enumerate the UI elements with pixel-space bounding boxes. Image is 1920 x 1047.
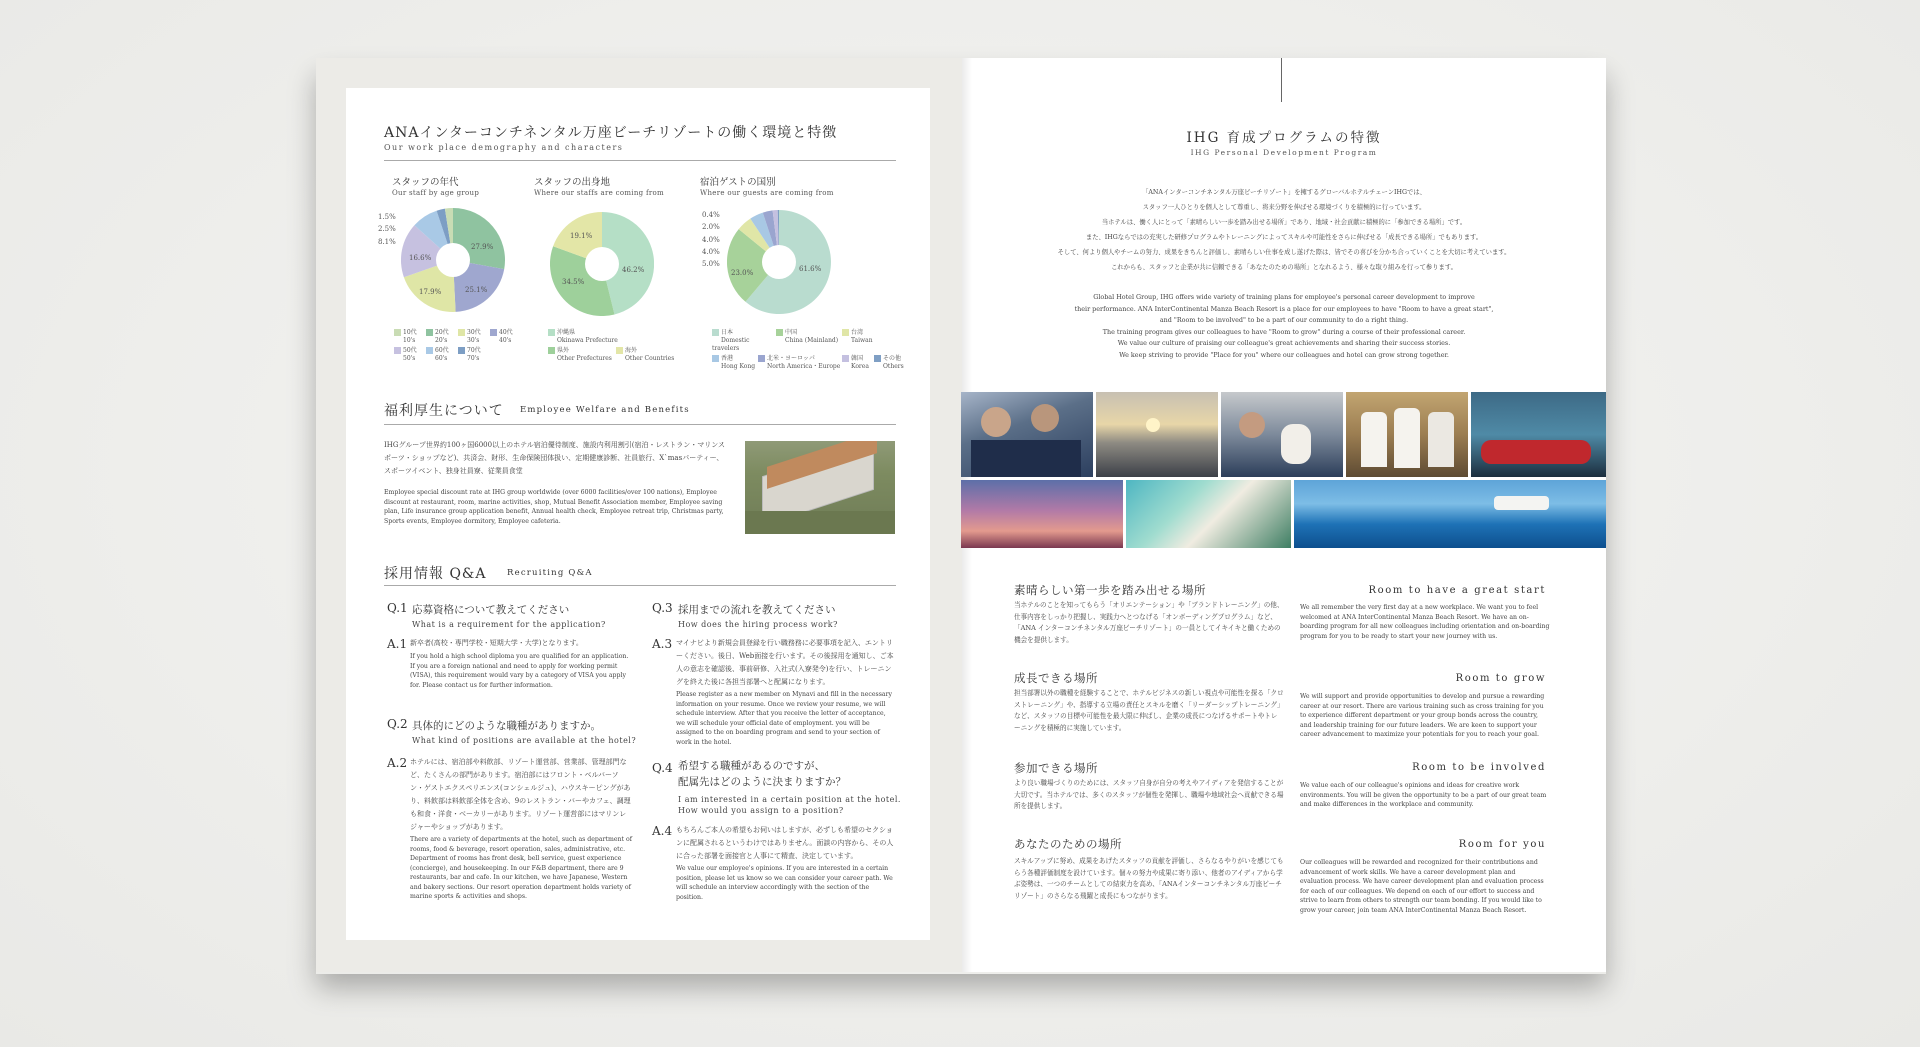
legend-item: 台湾 Taiwan [842,329,890,353]
recruit-title-en: Recruiting Q&A [507,568,593,578]
section-for-you-title: あなたのための場所 [1014,837,1122,851]
age-pct-label: 25.1% [465,286,488,294]
section-for-you-body-en: Our colleagues will be rewarded and recognized for their contributions and advancement of work skills. We have a career development plan and evaluation process. We have career development plan and evaluation process for each of our colleagues. We depend on each of our effort to success and strive to learn from others to strength our team bonding. If you would like to grow your career, join team ANA InterContinental Manza Beach Resort. [1300,859,1544,914]
legend-item: 中国 China (Mainland) [776,329,842,353]
staff-face [981,407,1011,437]
section-great-start-title: 素晴らしい第一歩を踏み出せる場所 [1014,583,1206,597]
chefs-photo [1346,392,1468,477]
legend-item: 海外 Other Countries [616,347,678,363]
page-marker-line [1281,58,1282,102]
chef [1428,412,1454,467]
age-pct-label: 8.1% [378,238,396,246]
guest-pct-label: 0.4% [702,211,720,219]
q2-text-en: What kind of positions are available at the hotel? [412,736,637,745]
a3-number: A.3 [652,637,673,651]
right-title: IHG 育成プログラムの特徴 [1186,130,1382,146]
staff-photo-1 [961,392,1093,477]
chef [1394,408,1420,468]
ocean-hotel-photo [1294,480,1606,548]
origin-chart-subtitle: Where our staffs are coming from [534,189,664,197]
age-pct-label: 17.9% [419,288,442,296]
legend-item: 韓国 Korea [842,355,874,371]
age-chart-subtitle: Our staff by age group [392,189,480,197]
legend-item: 北米・ヨーロッパ North America・Europe [758,355,842,371]
age-chart-title: スタッフの年代 [392,177,459,188]
guest-legend [712,329,912,371]
q3-text: 採用までの流れを教えてください [678,604,836,616]
a3-text: マイナビより新規会員登録を行い職務務に必要事項を記入、エントリーください。後日、Web面接を行います。その後採用を通知し、ご本人の意志を確認後、事前研修、入社式(入寮発令)を行い、トレーニングを終えた後に各担当部署へと配属になります。 [676,639,894,686]
section-grow-title: 成長できる場所 [1014,671,1098,685]
sunset-beach-photo [1096,392,1218,477]
q1-text: 応募資格について教えてください [412,604,570,616]
a1-text-en: If you hold a high school diploma you are qualified for an application. If you are a foreign national and need to apply for working permit (VISA), this requirement would vary by a category of VISA you apply for. Please contact us for further information. [410,653,629,689]
intro-en-line: We keep striving to provide "Place for you" where our colleagues and hotel can grow strong together. [1119,350,1449,359]
origin-pct-label: 46.2% [622,266,645,274]
guest-pct-label: 2.0% [702,223,720,231]
jet-ski-photo [1471,392,1606,477]
intro-en-line: their performance. ANA InterContinental Manza Beach Resort is a place for our employees to have "Room to have a great start", [1074,304,1494,313]
a2-text-en: There are a variety of departments at the hotel, such as department of rooms, food & beverage, resort operation, sales, administrative, etc. Department of rooms has front desk, bell service, guest experience (concierge), and housekeeping. In our F&B department, there are 9 restaurants, bar and cafe. In our kitchen, we have Japanese, Western and bakery sections. Our resort operation department holds variety of marine sports & activities and shops. [410,836,632,900]
a2-number: A.2 [387,756,408,770]
legend-item: 県外 Other Prefectures [548,347,616,363]
origin-pct-label: 19.1% [570,232,593,240]
staff-face [1239,412,1265,438]
guest-chart-title: 宿泊ゲストの国別 [700,177,776,188]
legend-item: 60代 60's [426,347,458,363]
guest-pct-label: 5.0% [702,260,720,268]
intro-jp-line: スタッフ一人ひとりを個人として尊重し、将来分野を伸ばせる環境づくりを積極的に行っています。 [1142,204,1426,211]
guest-chart-subtitle: Where our guests are coming from [700,189,834,197]
a4-number: A.4 [652,824,673,838]
intro-en-line: We value our culture of praising our colleague's great achievements and sharing their success stories. [1117,339,1451,347]
intro-jp-line: そして、何より個人やチームの努力、成果をきちんと評価し、素晴らしい仕事を成し遂げた際は、皆でその喜びを分かち合っていくことを大切に考えています。 [1057,249,1511,256]
q4-text-en-line1: I am interested in a certain position at the hotel. [678,795,901,804]
q4-text-line2: 配属先はどのように決まりますか？ [678,776,846,788]
intro-en-line: and "Room to be involved" to be a part of our community to do a right thing. [1159,316,1409,324]
legend-item: 20代 20's [426,329,458,345]
section-for-you-title-en: Room for you [1458,839,1546,850]
recruit-title: 採用情報 Q&A [384,566,487,582]
a2-text: ホテルには、宿泊部や料飲部、リゾート運営部、営業部、管理部門など、たくさんの部門があります。宿泊部にはフロント・ベルバーソン・ゲストエクスペリエンス(コンシェルジュ)、ハウスキーピングがあり、料飲部は料飲部全体を含め、9のレストラン・バーやカフェ、調理も和食・洋食・ベーカリーがあります。リゾート運営部にはマリンレジャーやショップがあります。 [410,758,631,831]
staff-uniforms [971,440,1081,477]
legend-item: 70代 70's [458,347,490,363]
origin-pct-label: 34.5% [562,278,585,286]
origin-chart-title: スタッフの出身地 [534,177,611,188]
age-pct-label: 1.5% [378,213,396,221]
welfare-title-en: Employee Welfare and Benefits [520,405,690,415]
q3-text-en: How does the hiring process work? [678,620,838,629]
section-grow-body-en: We will support and provide opportunities to develop and pursue a rewarding career at our resort. There are various training such as cross training for you to experience different department or your group bonds across the country, and leadership training for our future leaders. We are keen to support your career advancement to maximize your potentials for you to reach your goal. [1300,693,1545,739]
right-subtitle: IHG Personal Development Program [1190,148,1378,157]
intro-jp-line: 「ANAインターコンチネンタル万座ビーチリゾート」を擁するグローバルホテルチェーンIHGでは、 [1142,189,1426,196]
section-involved-body-en: We value each of our colleague's opinions and ideas for creative work environments. You will be given the opportunity to be a part of our great team and make differences in the workplace and community. [1300,782,1547,809]
a1-text: 新卒者(高校・専門学校・短期大学・大学)となります。 [410,639,583,647]
intro-en-line: Global Hotel Group, IHG offers wide variety of training plans for employee's personal career development to improve [1093,293,1475,301]
legend-item: その他 Others [874,355,910,371]
hotel-building [1494,496,1549,510]
age-legend [394,329,524,363]
legend-item: 香港 Hong Kong [712,355,758,371]
q4-text-line1: 希望する職種があるのですが、 [678,760,825,772]
lawn [745,511,895,534]
legend-item: 日本 Domestic travelers [712,329,750,352]
q2-text: 具体的にどのような職種がありますか。 [412,720,601,732]
section-for-you-body: スキルアップに努め、成果をあげたスタッフの貢献を評価し、さらなるやりがいを感じてもらう各種評価制度を設けています。個々の努力や成果に寄り添い、他者のアイディアから学ぶ姿勢は、一つのチームとしての結束力を高め、「ANAインターコンチネンタル万座ビーチリゾート」のさらなる飛躍と成長にもつながります。 [1014,857,1284,900]
divider [384,424,896,425]
section-involved-title-en: Room to be involved [1412,762,1546,773]
divider [384,585,896,586]
intro-jp-line: 当ホテルは、働く人にとって「素晴らしい一歩を踏み出せる場所」であり、地域・社会貢献に積極的に「参加できる場所」です。 [1101,219,1467,226]
age-pct-label: 2.5% [378,225,396,233]
q3-number: Q.3 [652,601,673,615]
origin-legend [548,329,678,363]
age-pct-label: 16.6% [409,254,432,262]
intro-en [994,292,1574,361]
age-pct-label: 27.9% [471,243,494,251]
sun [1146,418,1160,432]
q4-number: Q.4 [652,761,673,775]
section-involved-title: 参加できる場所 [1014,761,1098,775]
a1-number: A.1 [387,637,408,651]
origin-pie-chart [550,212,654,316]
guest-pct-label: 23.0% [731,269,754,277]
guest-pct-label: 4.0% [702,236,720,244]
legend-item: 40代 40's [490,329,522,345]
section-great-start-title-en: Room to have a great start [1368,585,1546,596]
staff-dog-photo [1221,392,1343,477]
intro-en-line: The training program gives our colleagues to have "Room to grow" during a course of their professional career. [1102,327,1466,336]
legend-item: 50代 50's [394,347,426,363]
intro-jp-line: これからも、スタッフと企業が共に信頼できる「あなたのための場所」となれるよう、様々な取り組みを行って参ります。 [1111,264,1457,271]
divider [384,160,896,161]
guest-pct-label: 61.6% [799,265,822,273]
welfare-body-jp: IHGグループ世界約100ヶ国6000以上のホテル宿泊優待制度、施設内利用割引(宿泊・レストラン・マリンスポーツ・ショップなど)、共済会、財形、生命保険団体扱い、定期健康診断、社員旅行、X`masパーティー、スポーツイベント、独身社員寮、従業員食堂 [384,441,726,475]
welfare-title: 福利厚生について [384,403,504,419]
aerial-beach-photo [1126,480,1291,548]
dog [1281,424,1311,464]
section-involved-body: より良い職場づくりのためには、スタッフ自身が自分の考えやアイディアを発信することが大切です。当ホテルでは、多くのスタッフが個性を発揮し、職場や地域社会へ貢献できる場所を提供します。 [1014,779,1284,810]
guest-pie-chart [727,210,831,314]
chef [1361,412,1387,467]
a3-text-en: Please register as a new member on Mynavi and fill in the necessary information on your resume. Once we review your resume, we will schedule interview. After that you receive the letter of acceptance, we will schedule your official date of employment. you will be assigned to the on boarding program and send to your section of work in the hotel. [676,691,893,746]
section-grow-body: 担当部署以外の職種を経験することで、ホテルビジネスの新しい視点や可能性を探る「クロストレーニング」や、指導する立場の責任とスキルを磨く「リーダーシップトレーニング」など、スタッフの目標や可能性を最大限に伸ばし、企業の成長につなげるサポートやトレーニングを積極的に実施しています。 [1014,689,1284,732]
intro-jp [994,185,1574,275]
q1-number: Q.1 [387,601,408,615]
sunset-resort-photo [961,480,1123,548]
left-subtitle: Our work place demography and characters [384,143,624,152]
a4-text: もちろんご本人の希望もお伺いはしますが、必ずしも希望のセクションに配属されるというわけではありません。面談の内容から、その人に合った部署を面接官と人事にて精査、決定しています。 [676,826,894,860]
legend-item: 10代 10's [394,329,426,345]
section-great-start-body: 当ホテルのことを知ってもらう「オリエンテーション」や「ブランドトレーニング」の他、仕事内容をしっかり把握し、実践力へとつなげる「オンボーディングプログラム」など、「ANA インターコンチネンタル万座ビーチリゾート」の一員としてイキイキと働くための機会を提供します。 [1014,601,1284,644]
a4-text-en: We value our employee's opinions. If you are interested in a certain position, please let us know so we can consider your career path. We will schedule an interview accordingly with the section of the position. [676,865,893,901]
welfare-body-en: Employee special discount rate at IHG group worldwide (over 6000 facilities/over 100 nations), Employee discount at restaurant, room, marine activities, shop, Mutual Benefit Association member, Employee saving plan, Life insurance group application benefit, Annual health check, Employee retreat trip, Christmas party, Sports events, Employee dormitory, Employee cafeteria. [384,489,724,525]
staff-face [1031,404,1059,432]
section-grow-title-en: Room to grow [1455,673,1546,684]
q2-number: Q.2 [387,717,408,731]
q4-text-en-line2: How would you assign to a position? [678,806,844,815]
jet-ski [1481,440,1591,464]
left-title: ANAインターコンチネンタル万座ビーチリゾートの働く環境と特徴 [384,125,838,141]
q1-text-en: What is a requirement for the application? [412,620,606,629]
section-great-start-body-en: We all remember the very first day at a new workplace. We want you to feel welcomed at ANA InterContinental Manza Beach Resort. We have an on-boarding program for all new colleagues including orientation and on-boarding program for you to be ready to start your new journey with us. [1300,604,1550,640]
intro-jp-line: また、IHGならではの充実した研修プログラムやトレーニングによってスキルや可能性をさらに伸ばせる「成長できる場所」でもあります。 [1085,234,1483,241]
legend-item: 沖縄県 Okinawa Prefecture [548,329,678,345]
legend-item: 30代 30's [458,329,490,345]
guest-pct-label: 4.0% [702,248,720,256]
resort-building-photo [745,441,895,534]
